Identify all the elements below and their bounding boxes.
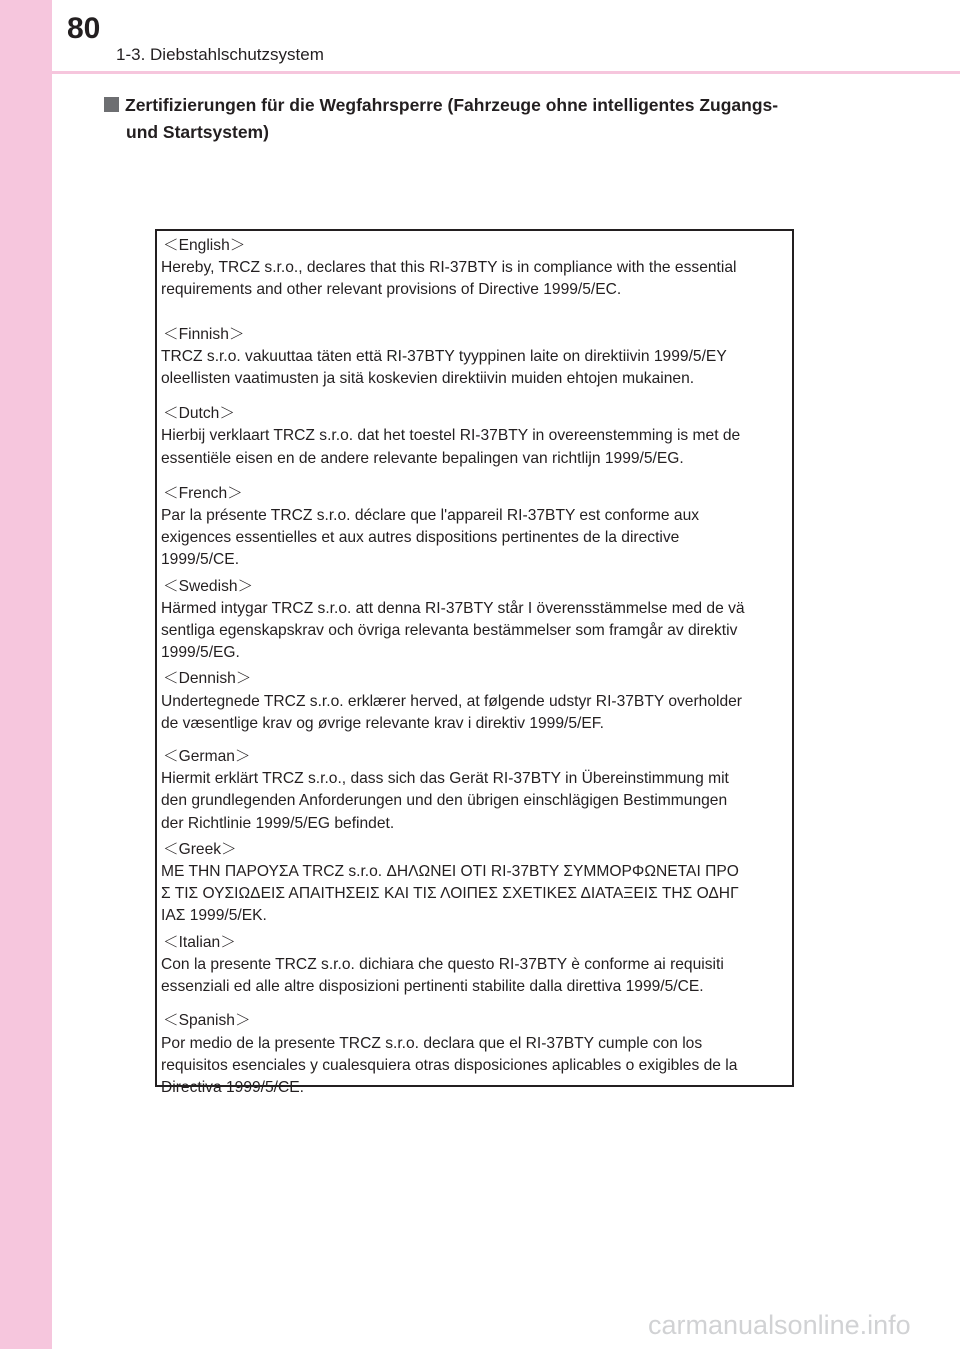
page-number: 80 bbox=[67, 12, 101, 45]
cert-language-title: ＜English＞ bbox=[163, 237, 246, 254]
filled-square-icon bbox=[104, 97, 119, 112]
cert-text: ΜΕ ΤΗΝ ΠΑΡΟΥΣΑ TRCZ s.r.o. ΔΗΛΩΝΕΙ ΟΤΙ RI-37BTY ΣΥΜΜΟΡΦΩΝΕΤΑΙ ΠΡΟ Σ ΤΙΣ ΟΥΣΙΩΔΕΙΣ ΑΠΑΙΤΗΣΕΙΣ ΚΑΙ ΤΙΣ ΛΟΙΠΕΣ ΣΧΕΤΙΚΕΣ ΔΙΑΤΑΞΕΙΣ ΤΗΣ ΟΔΗΓ ΙΑΣ 1999/5/ΕΚ. bbox=[161, 863, 739, 925]
cert-text: Con la presente TRCZ s.r.o. dichiara che questo RI-37BTY è conforme ai requisiti essenziali ed alle altre disposizioni pertinenti stabilite dalla direttiva 1999/5/CE. bbox=[161, 955, 724, 996]
cert-language-title: ＜Italian＞ bbox=[163, 933, 236, 951]
cert-language-title: ＜Finnish＞ bbox=[163, 325, 245, 343]
cert-block-danish bbox=[161, 668, 792, 735]
cert-text: Härmed intygar TRCZ s.r.o. att denna RI-37BTY står I överensstämmelse med de vä sentliga egenskapskrav och övriga relevanta bestämmelser som framgår av direktiv 1999/5/EG. bbox=[161, 599, 745, 662]
cert-text: Hereby, TRCZ s.r.o., declares that this RI-37BTY is in compliance with the essential requirements and other relevant provisions of Directive 1999/5/EC. bbox=[161, 259, 737, 299]
cert-block-dutch bbox=[161, 403, 792, 470]
cert-language-title: ＜German＞ bbox=[163, 748, 251, 766]
running-head: 1-3. Diebstahlschutzsystem bbox=[116, 45, 324, 64]
section-heading-line-2: und Startsystem) bbox=[126, 122, 269, 142]
cert-text: TRCZ s.r.o. vakuuttaa täten että RI-37BTY tyyppinen laite on direktiivin 1999/5/EY oleellisten vaatimusten ja sitä koskevien direktiivin muiden ehtojen mukainen. bbox=[161, 347, 727, 388]
cert-block-french bbox=[161, 483, 792, 572]
cert-language-title: ＜Greek＞ bbox=[163, 840, 237, 858]
certification-box bbox=[155, 229, 794, 1096]
cert-text: Hiermit erklärt TRCZ s.r.o., dass sich das Gerät RI-37BTY in Übereinstimmung mit den grundlegenden Anforderungen und den übrigen einschlägigen Bestimmungen der Richtlinie 1999/5/EG befindet. bbox=[161, 770, 729, 832]
cert-text: Par la présente TRCZ s.r.o. déclare que l'appareil RI-37BTY est conforme aux exigences essentielles et aux autres dispositions pertinentes de la directive 1999/5/CE. bbox=[161, 507, 700, 569]
cert-text: Hierbij verklaart TRCZ s.r.o. dat het toestel RI-37BTY in overeenstemming is met de essentiële eisen en de andere relevante bepalingen van richtlijn 1999/5/EG. bbox=[161, 427, 741, 467]
cert-text: Por medio de la presente TRCZ s.r.o. declara que el RI-37BTY cumple con los requisitos esenciales y cualesquiera otras disposiciones aplicables o exigibles de la Directiva 1999/5/CE. bbox=[161, 1034, 738, 1096]
cert-block-spanish bbox=[161, 1010, 792, 1099]
cert-language-title: ＜French＞ bbox=[163, 484, 243, 502]
watermark-logo bbox=[648, 1306, 948, 1342]
cert-language-title: ＜Dutch＞ bbox=[163, 405, 235, 423]
cert-language-title: ＜Spanish＞ bbox=[163, 1012, 251, 1030]
chapter-tab-strip bbox=[0, 0, 52, 1349]
section-heading-line-1: Zertifizierungen für die Wegfahrsperre (Fahrzeuge ohne intelligentes Zugangs- bbox=[125, 95, 779, 115]
cert-text: Undertegnede TRCZ s.r.o. erklærer herved, at følgende udstyr RI-37BTY overholder de væsentlige krav og øvrige relevante krav i direktiv 1999/5/EF. bbox=[161, 692, 742, 732]
cert-language-title: ＜Dennish＞ bbox=[163, 670, 252, 688]
cert-block-finnish bbox=[161, 324, 792, 391]
cert-block-english bbox=[161, 235, 792, 302]
cert-block-swedish bbox=[161, 576, 792, 665]
section-heading bbox=[104, 92, 844, 146]
header-rule bbox=[52, 71, 960, 74]
svg-text:carmanualsonline.info: carmanualsonline.info bbox=[648, 1310, 911, 1340]
cert-block-greek bbox=[161, 839, 792, 928]
cert-language-title: ＜Swedish＞ bbox=[163, 577, 254, 595]
cert-block-italian bbox=[161, 932, 792, 999]
cert-block-german bbox=[161, 746, 792, 835]
